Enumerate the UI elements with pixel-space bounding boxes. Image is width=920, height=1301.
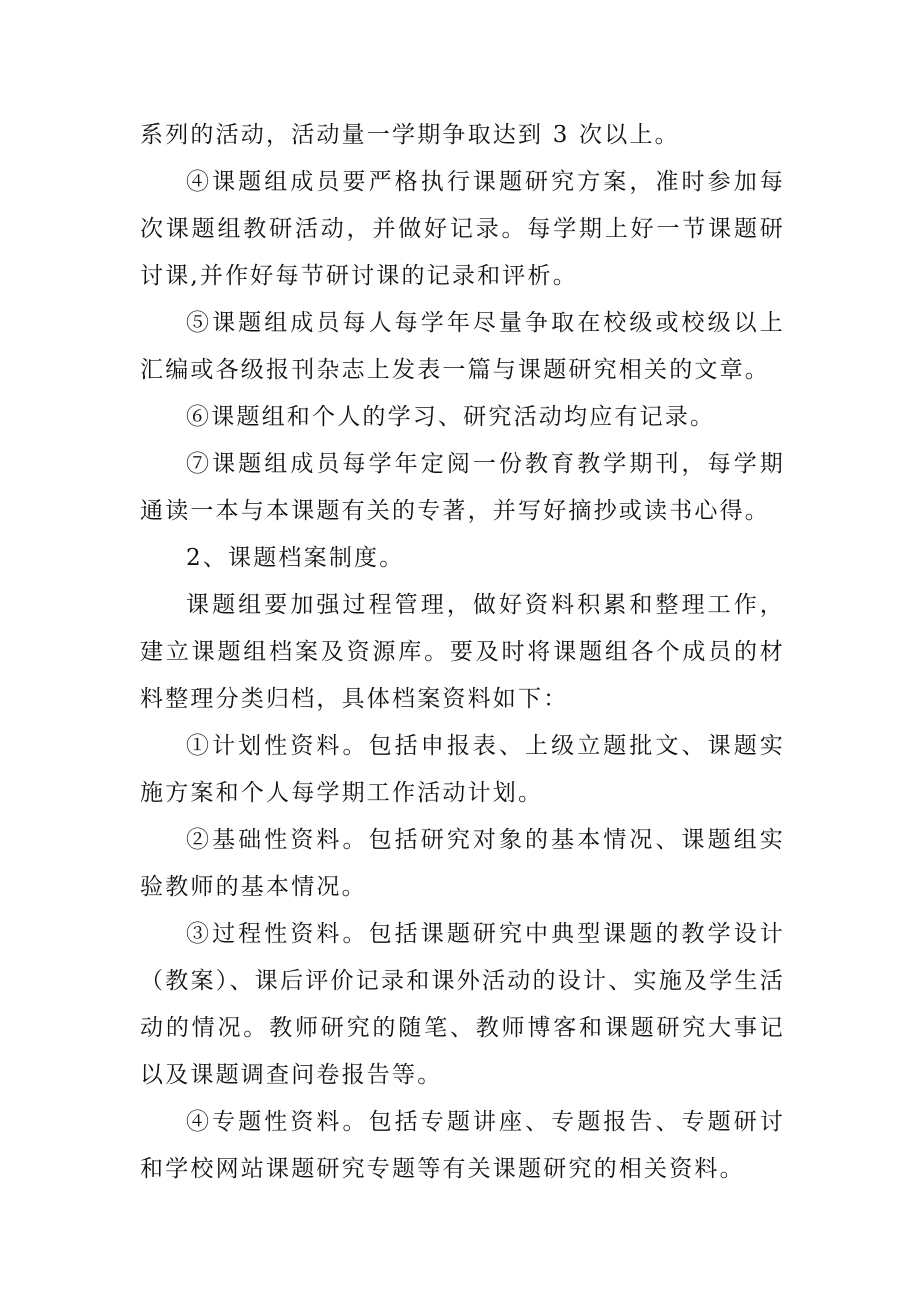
body-text — [140, 112, 785, 1193]
paragraph-archive-process: ③过程性资料。包括课题研究中典型课题的教学设计（教案）、课后评价记录和课外活动的设计、实施及学生活动的情况。教师研究的随笔、教师博客和课题研究大事记以及课题调查问卷报告等。 — [140, 921, 785, 1088]
paragraph-continuation: 系列的活动，活动量一学期争取达到 3 次以上。 — [140, 122, 680, 148]
paragraph-archive-special: ④专题性资料。包括专题讲座、专题报告、专题研讨和学校网站课题研究专题等有关课题研究的相关资料。 — [140, 1109, 785, 1182]
paragraph-item-6-records: ⑥课题组和个人的学习、研究活动均应有记录。 — [186, 404, 716, 430]
paragraph-item-7-reading: ⑦课题组成员每学年定阅一份教育教学期刊，每学期通读一本与本课题有关的专著，并写好摘抄或读书心得。 — [140, 451, 785, 524]
section-heading-archive-system: 2、课题档案制度。 — [186, 545, 405, 571]
paragraph-item-4-rules: ④课题组成员要严格执行课题研究方案，准时参加每次课题组教研活动，并做好记录。每学期上好一节课题研讨课,并作好每节研讨课的记录和评析。 — [140, 169, 785, 289]
paragraph-archive-planning: ①计划性资料。包括申报表、上级立题批文、课题实施方案和个人每学期工作活动计划。 — [140, 733, 785, 806]
paragraph-archive-basic: ②基础性资料。包括研究对象的基本情况、课题组实验教师的基本情况。 — [140, 827, 785, 900]
paragraph-item-5-publication: ⑤课题组成员每人每学年尽量争取在校级或校级以上汇编或各级报刊杂志上发表一篇与课题研究相关的文章。 — [140, 310, 785, 383]
paragraph-archive-intro: 课题组要加强过程管理，做好资料积累和整理工作，建立课题组档案及资源库。要及时将课题组各个成员的材料整理分类归档，具体档案资料如下： — [140, 592, 785, 712]
